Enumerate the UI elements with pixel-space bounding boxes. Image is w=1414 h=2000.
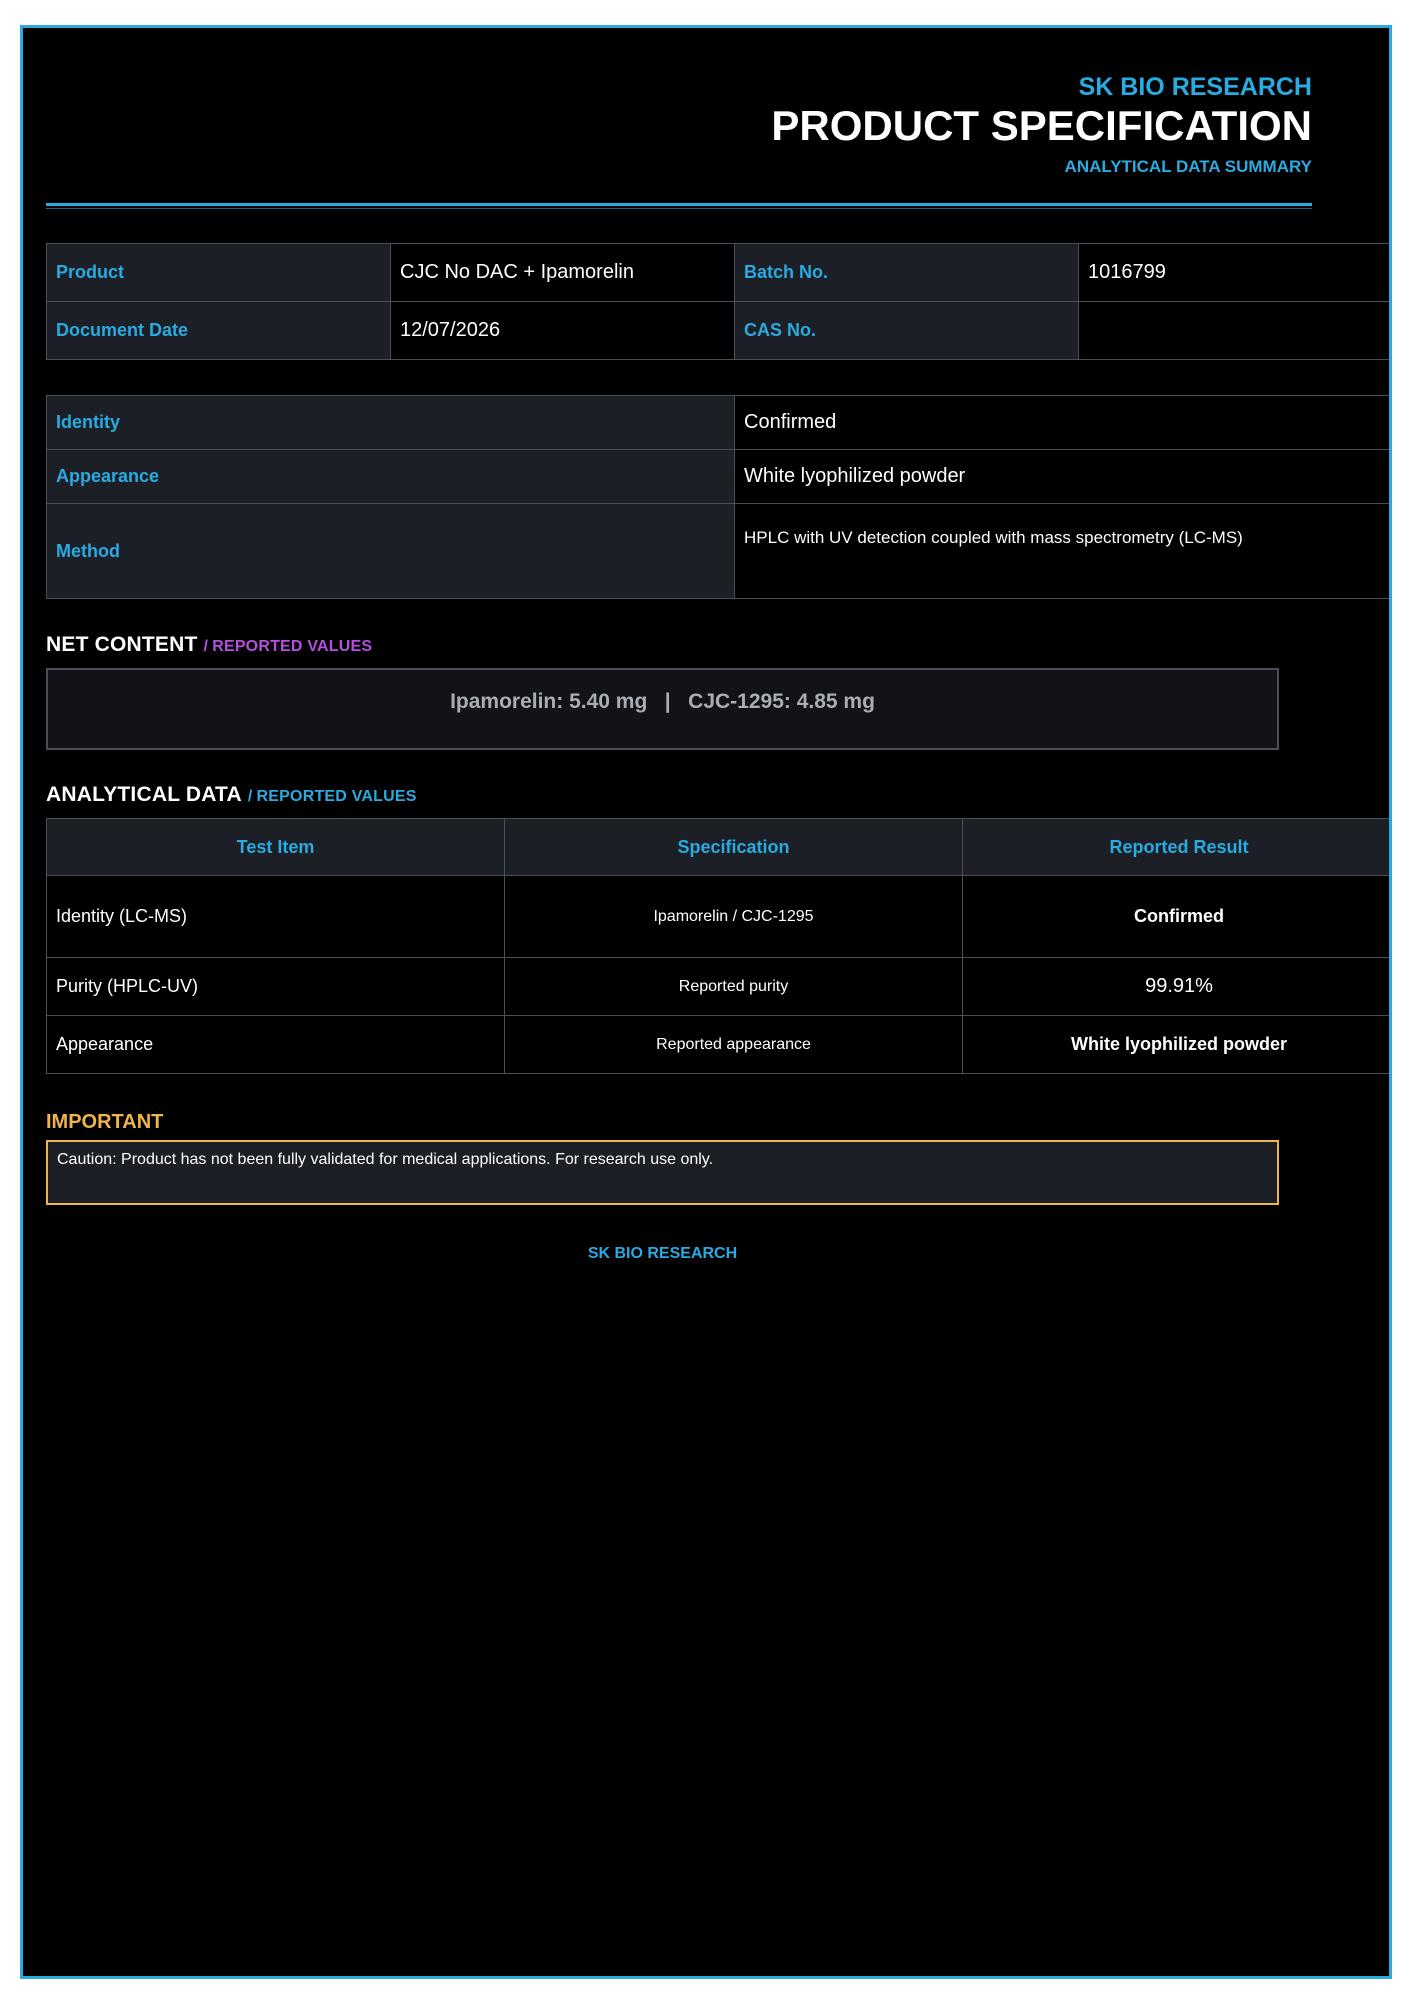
column-header: Test Item: [47, 819, 505, 876]
net-content-box: [46, 668, 1279, 750]
result-cell: Confirmed: [963, 876, 1393, 958]
analytical-slash: /: [247, 788, 253, 805]
appearance-row: [47, 450, 1393, 504]
table-row: [47, 876, 1393, 958]
table-row: [47, 1016, 1393, 1074]
batch-label: Batch No.: [735, 244, 1079, 302]
meta-row: [47, 302, 1393, 360]
identity-table: [46, 395, 1392, 599]
cas-label: CAS No.: [735, 302, 1079, 360]
product-label: Product: [47, 244, 391, 302]
batch-value: 1016799: [1079, 244, 1393, 302]
result-cell: White lyophilized powder: [963, 1016, 1393, 1074]
important-notice: [46, 1140, 1279, 1205]
column-header: Reported Result: [963, 819, 1393, 876]
product-value: CJC No DAC + Ipamorelin: [391, 244, 735, 302]
method-value: HPLC with UV detection coupled with mass spectrometry (LC-MS): [735, 504, 1393, 599]
net-content-slash: /: [203, 638, 209, 655]
appearance-value: White lyophilized powder: [735, 450, 1393, 504]
analytical-heading: [46, 783, 417, 807]
column-header: Specification: [505, 819, 963, 876]
important-title: IMPORTANT: [46, 1111, 164, 1133]
identity-label: Identity: [47, 396, 735, 450]
net-content-title: NET CONTENT: [46, 633, 198, 656]
header-divider-thin: [46, 208, 1312, 209]
net-content-heading: [46, 633, 372, 657]
document-title: PRODUCT SPECIFICATION: [771, 102, 1312, 149]
important-text: Caution: Product has not been fully validated for medical applications. For research use only.: [57, 1151, 714, 1168]
document-subtitle: ANALYTICAL DATA SUMMARY: [1064, 157, 1312, 176]
product-meta-table: [46, 243, 1392, 360]
spec-document: [20, 25, 1392, 1979]
analytical-data-table: [46, 818, 1392, 1074]
test-item-cell: Purity (HPLC-UV): [47, 958, 505, 1016]
method-label: Method: [47, 504, 735, 599]
brand-name: SK BIO RESEARCH: [1078, 73, 1312, 101]
document-header: [771, 72, 1312, 178]
footer-brand: SK BIO RESEARCH: [587, 1245, 738, 1262]
table-row: [47, 958, 1393, 1016]
meta-row: [47, 244, 1393, 302]
test-item-cell: Identity (LC-MS): [47, 876, 505, 958]
net-content-tag: REPORTED VALUES: [212, 638, 373, 655]
header-divider: [46, 203, 1312, 206]
method-row: [47, 504, 1393, 599]
analytical-tag: REPORTED VALUES: [256, 788, 417, 805]
table-header-row: [47, 819, 1393, 876]
net-content-value: Ipamorelin: 5.40 mg | CJC-1295: 4.85 mg: [450, 690, 875, 713]
specification-cell: Ipamorelin / CJC-1295: [505, 876, 963, 958]
analytical-title: ANALYTICAL DATA: [46, 783, 242, 806]
cas-value: [1079, 302, 1393, 360]
identity-row: [47, 396, 1393, 450]
appearance-label: Appearance: [47, 450, 735, 504]
date-value: 12/07/2026: [391, 302, 735, 360]
specification-cell: Reported purity: [505, 958, 963, 1016]
date-label: Document Date: [47, 302, 391, 360]
identity-value: Confirmed: [735, 396, 1393, 450]
result-cell: 99.91%: [963, 958, 1393, 1016]
test-item-cell: Appearance: [47, 1016, 505, 1074]
specification-cell: Reported appearance: [505, 1016, 963, 1074]
